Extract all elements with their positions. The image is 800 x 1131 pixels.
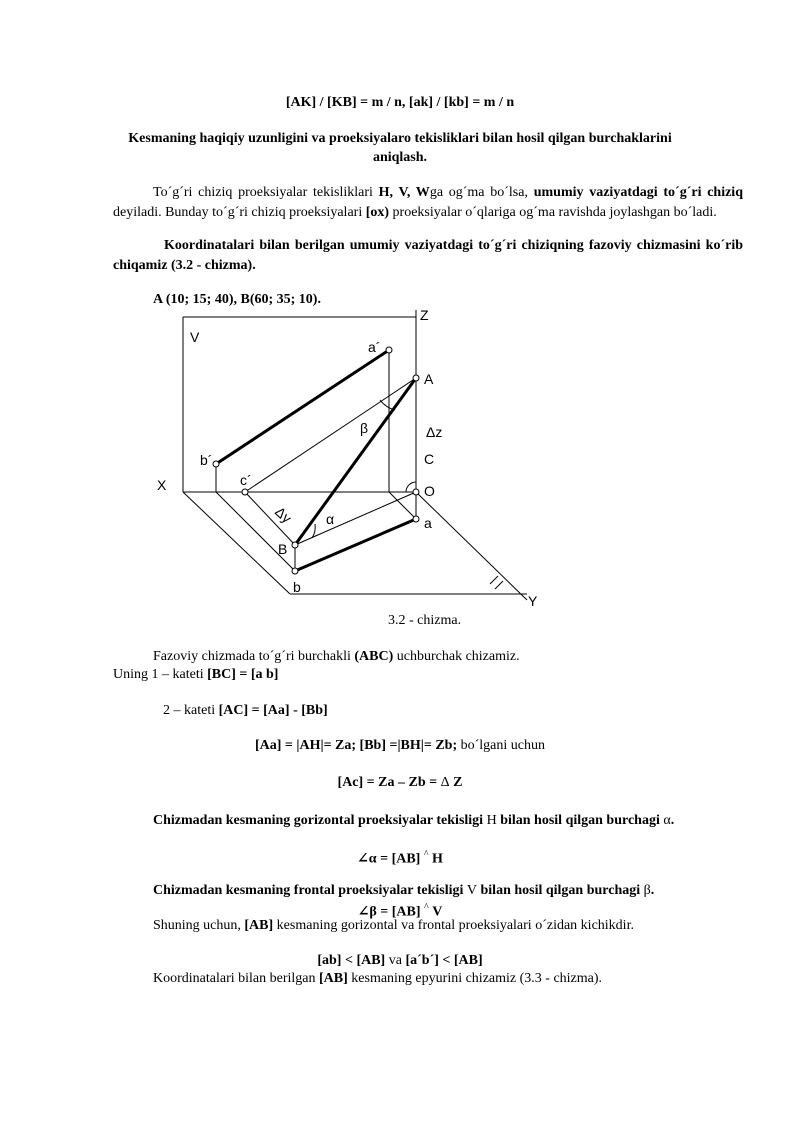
label-C: C <box>424 451 435 467</box>
paragraph-triangle: Fazoviy chizmada to´g´ri burchakli (ABC) uchburchak chizamiz. <box>153 649 520 664</box>
shuning-line: Shuning uchun, [AB] kesmaning gorizontal va frontal proeksiyalari o´zidan kichikdir. <box>153 918 634 933</box>
kateti-1-line: Uning 1 – kateti [BC] = [a b] <box>113 667 279 682</box>
label-Y: Y <box>528 593 538 609</box>
paragraph-general-line: To´g´ri chiziq proeksiyalar tekisliklari H, V, Wga og´ma bo´lsa, umumiy vaziyatdagi to´g´ri chiziq deyiladi. Bunday to´g´ri chiziq proeksiyalari [ox) proeksiyalar o´qlariga og´ma ravishda joylashgan bo´ladi. <box>113 185 743 220</box>
h-plane-left-edge <box>183 492 290 594</box>
beta-angle-equation: ∠β = [AB] ^ V <box>357 902 443 920</box>
inequality-line: [ab] < [AB] va [a´b´] < [AB] <box>317 953 483 968</box>
point-O <box>413 489 419 495</box>
point-a <box>413 516 419 522</box>
h-tick-2 <box>495 581 503 589</box>
y-axis <box>416 492 527 600</box>
label-a: a <box>424 515 432 531</box>
alpha-angle-equation: ∠α = [AB] ^ H <box>357 849 443 867</box>
beta-angle-heading: Chizmadan kesmaning frontal proeksiyalar tekisligi V bilan hosil qilgan burchagi β. <box>153 883 655 898</box>
c-prime-to-a-line <box>245 378 416 492</box>
point-c-prime <box>242 489 248 495</box>
a-prime-b-prime-segment <box>216 350 389 464</box>
label-B: B <box>278 541 288 557</box>
section-heading-line1: Kesmaning haqiqiy uzunligini va proeksiyalaro tekisliklari bilan hosil qilgan burchaklarini <box>128 131 672 146</box>
section-heading-line2: aniqlash. <box>372 150 428 165</box>
kateti-2-line: 2 – kateti [AC] = [Aa] - [Bb] <box>163 703 328 718</box>
label-b-prime: b´ <box>200 452 213 468</box>
last-paragraph: Koordinatalari bilan berilgan [AB] kesmaning epyurini chizamiz (3.3 - chizma). <box>153 971 603 986</box>
equation-ac: [Ac] = Za – Zb = Δ Z <box>337 775 463 790</box>
ab-segment <box>295 378 416 545</box>
label-X: X <box>157 477 167 493</box>
label-Z: Z <box>420 307 429 323</box>
ratio-formula: [AK] / [KB] = m / n, [ak] / [kb] = m / n <box>285 95 515 110</box>
equation-aa-bb: [Aa] = |AH|= Za; [Bb] =|BH|= Zb; bo´lgani uchun <box>254 738 545 753</box>
figure-caption: 3.2 - chizma. <box>388 613 462 628</box>
label-delta-z: Δz <box>426 424 443 440</box>
ab-horizontal-projection <box>295 519 416 571</box>
point-b-prime <box>213 461 219 467</box>
point-B <box>292 542 298 548</box>
points-coordinates: A (10; 15; 40), B(60; 35; 10). <box>153 292 321 307</box>
label-delta-y: Δy <box>271 503 295 527</box>
label-b: b <box>293 579 301 595</box>
label-A: A <box>424 371 434 387</box>
label-O: O <box>424 483 435 499</box>
label-alpha: α <box>326 511 335 527</box>
h-tick-1 <box>490 576 498 584</box>
alpha-angle-heading: Chizmadan kesmaning gorizontal proeksiyalar tekisligi H bilan hosil qilgan burchagi α. <box>153 813 675 828</box>
figure-3-2-drawing <box>0 300 800 620</box>
point-a-prime <box>386 347 392 353</box>
a-projector-h <box>389 492 416 519</box>
paragraph-consider-drawing: Koordinatalari bilan berilgan umumiy vaziyatdagi to´g´ri chiziqning fazoviy chizmasini ko´rib chiqamiz (3.2 - chizma). <box>113 238 743 273</box>
point-b <box>292 568 298 574</box>
label-V: V <box>190 329 200 345</box>
label-beta: β <box>360 420 369 436</box>
label-a-prime: a´ <box>368 339 381 355</box>
label-c-prime: c´ <box>240 472 252 488</box>
point-A <box>413 375 419 381</box>
